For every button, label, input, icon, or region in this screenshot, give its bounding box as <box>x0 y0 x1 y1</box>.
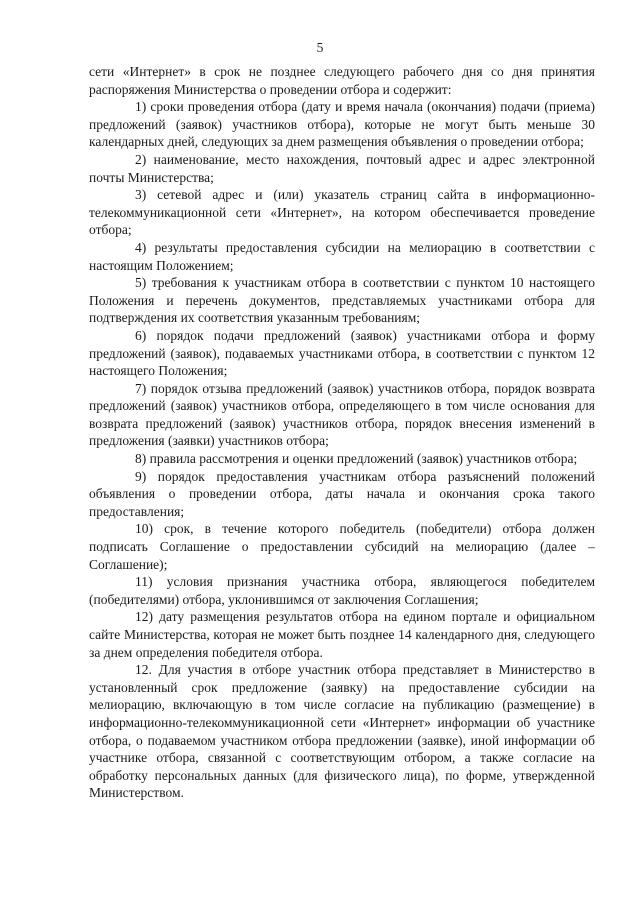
paragraph-continuation: сети «Интернет» в срок не позднее следующего рабочего дня со дня принятия распоряжения Министерства о проведении отбора и содержит: <box>89 64 595 97</box>
list-item-3: 3) сетевой адрес и (или) указатель страниц сайта в информационно-телекоммуникационной сети «Интернет», на котором обеспечивается проведение отбора; <box>89 187 595 238</box>
list-item-9: 9) порядок предоставления участникам отбора разъяснений положений объявления о проведении отбора, даты начала и окончания срока такого предоставления; <box>89 468 595 519</box>
list-item-5: 5) требования к участникам отбора в соответствии с пунктом 10 настоящего Положения и перечень документов, представляемых участниками отбора для подтверждения их соответствия указанным требованиям; <box>89 275 595 326</box>
list-item-1: 1) сроки проведения отбора (дату и время начала (окончания) подачи (приема) предложений (заявок) участников отбора), которые не могут быть меньше 30 календарных дней, следующих за днем размещения объявления о проведении отбора; <box>89 99 595 150</box>
list-item-8: 8) правила рассмотрения и оценки предложений (заявок) участников отбора; <box>135 451 578 467</box>
page-number: 5 <box>316 40 324 55</box>
list-item-12: 12) дату размещения результатов отбора на едином портале и официальном сайте Министерства, которая не может быть позднее 14 календарного дня, следующего за днем определения победителя отбора. <box>89 609 595 660</box>
list-item-2: 2) наименование, место нахождения, почтовый адрес и адрес электронной почты Министерства; <box>89 151 595 185</box>
document-body <box>89 63 595 802</box>
list-item-4: 4) результаты предоставления субсидии на мелиорацию в соответствии с настоящим Положением; <box>89 239 595 273</box>
list-item-11: 11) условия признания участника отбора, являющегося победителем (победителями) отбора, уклонившимся от заключения Соглашения; <box>89 574 595 607</box>
list-item-6: 6) порядок подачи предложений (заявок) участниками отбора и форму предложений (заявок), подаваемых участниками отбора, в соответствии с пунктом 12 настоящего Положения; <box>89 327 595 379</box>
list-item-7: 7) порядок отзыва предложений (заявок) участников отбора, порядок возврата предложений (заявок) участников отбора, определяющего в том числе основания для возврата предложений (заявок) участников отбора, порядок внесения изменений в предложения (заявки) участников отбора; <box>89 380 595 449</box>
section-12-paragraph: 12. Для участия в отборе участник отбора представляет в Министерство в установленный срок предложение (заявку) на предоставление субсидии на мелиорацию, включающую в том числе согласие на публикацию (размещение) в информационно-телекоммуникационной сети «Интернет» информации об участнике отбора, о подаваемом участником отбора предложении (заявке), иной информации об участнике отбора, связанной с соответствующим отбором, а также согласие на обработку персональных данных (для физического лица), по форме, утвержденной Министерством. <box>89 662 595 801</box>
list-item-10: 10) срок, в течение которого победитель (победители) отбора должен подписать Соглашение о предоставлении субсидий на мелиорацию (далее – Соглашение); <box>89 521 595 572</box>
